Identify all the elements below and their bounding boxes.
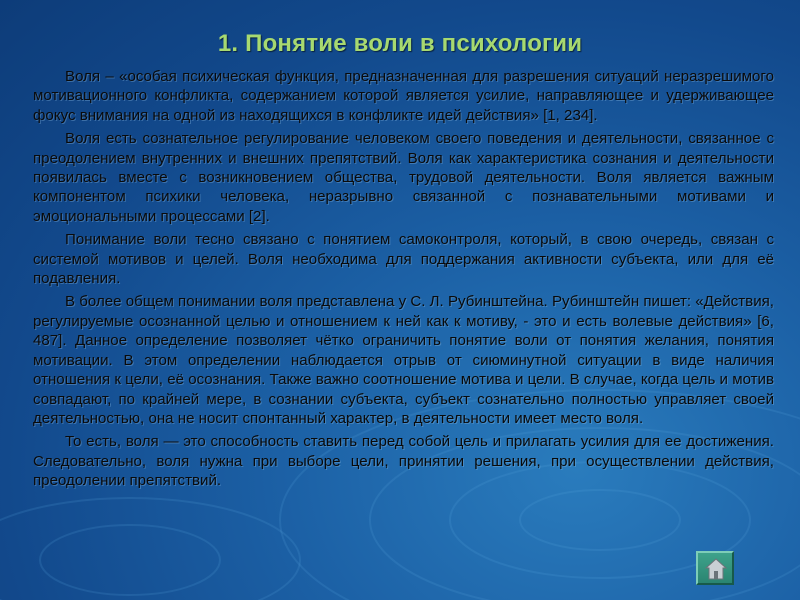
slide-body bbox=[33, 67, 774, 495]
home-button[interactable] bbox=[696, 551, 734, 585]
paragraph-rubinstein: В более общем понимании воля представлена у С. Л. Рубинштейна. Рубинштейн пишет: «Действия, регулируемые осознанной целью и отношением к ней как к мотиву, - это и есть волевые действия» [6, 487]. Данное определение позволяет чётко ограничить понятие воли от понятия желания, понятия мотивации. В этом определении наблюдается отрыв от сиюминутной ситуации в виде наличия отношения к цели, её осознания. Также важно соотношение мотива и цели. В случае, когда цель и мотив совпадают, по крайней мере, в сознании субъекта, субъект сознательно полностью управляет своей деятельностью, она не носит спонтанный характер, в деятельности имеет место воля. bbox=[33, 293, 774, 427]
slide-title: 1. Понятие воли в психологии bbox=[217, 30, 583, 57]
paragraph-definition: Воля – «особая психическая функция, предназначенная для разрешения ситуаций неразрешимого мотивационного конфликта, содержанием которой является усилие, направляющее и удерживающее фокус внимания на одной из находящихся в конфликте идей действия» [1, 234]. bbox=[33, 68, 774, 124]
paragraph-conclusion: То есть, воля — это способность ставить перед собой цель и прилагать усилия для ее достижения. Следовательно, воля нужна при выборе цели, принятии решения, при осуществлении действия, преодолении препятствий. bbox=[33, 433, 774, 490]
home-icon bbox=[704, 557, 728, 581]
paragraph-regulation: Воля есть сознательное регулирование человеком своего поведения и деятельности, связанное с преодолением внутренних и внешних препятствий. Воля как характеристика сознания и деятельности появилась вместе с возникновением общества, трудовой деятельности. Воля является важным компонентом психики человека, неразрывно связанной с познавательными мотивами и эмоциональными процессами [2]. bbox=[33, 130, 774, 225]
paragraph-self-control: Понимание воли тесно связано с понятием самоконтроля, который, в свою очередь, связан с системой мотивов и целей. Воля необходима для поддержания активности субъекта, или для её подавления. bbox=[33, 231, 774, 288]
